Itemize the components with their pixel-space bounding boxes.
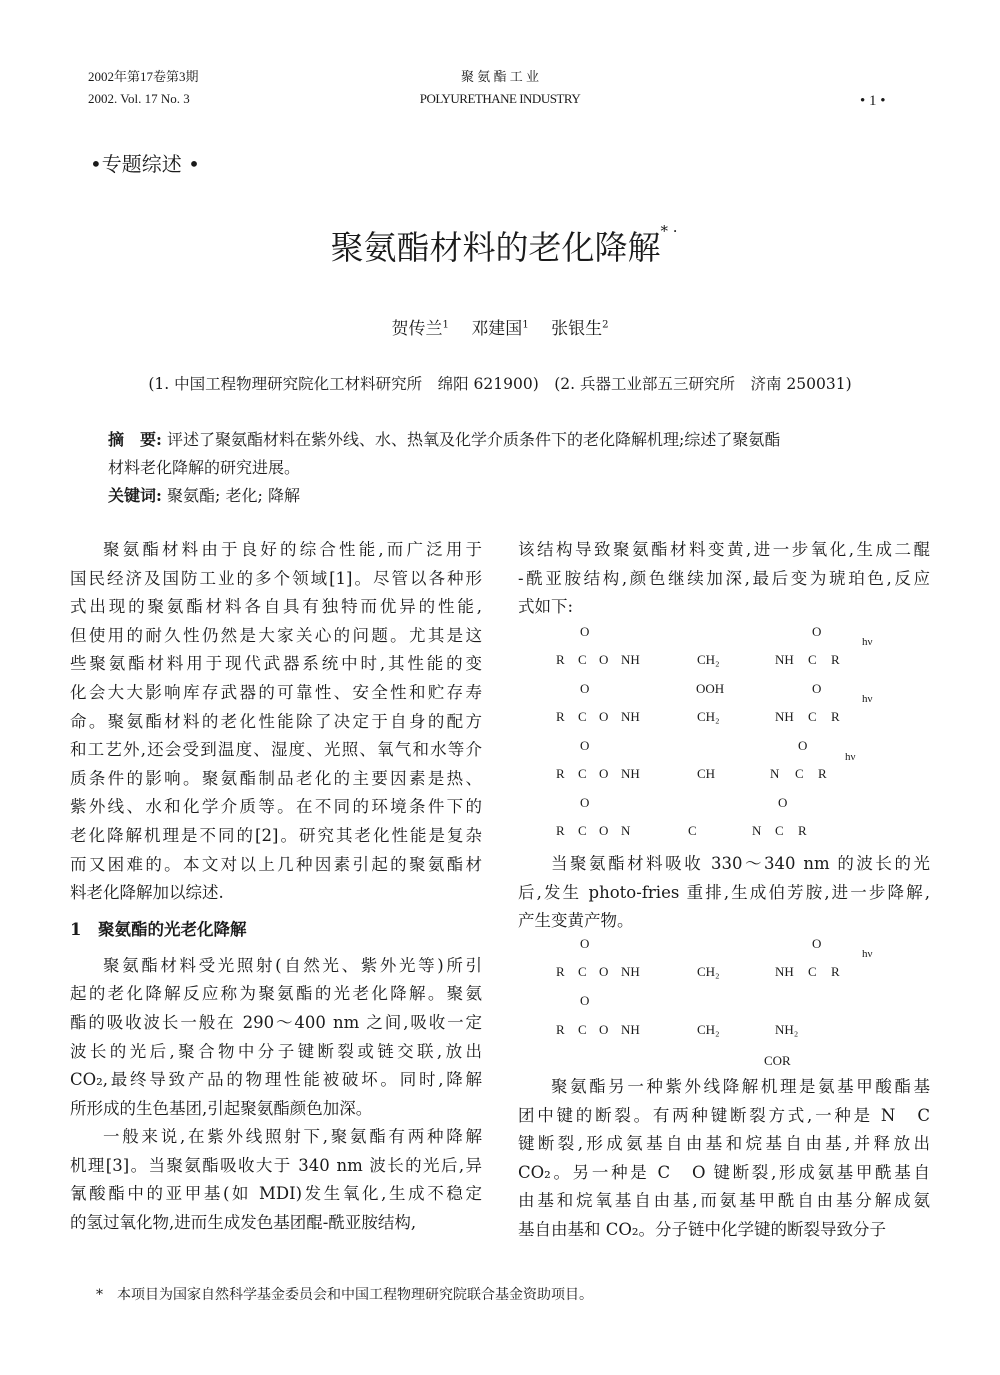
chem-atom-nh: NH (621, 964, 640, 979)
text-line: 国民经济及国防工业的多个领域[1]。尽管以各种形 (70, 568, 482, 588)
chem-atom-o: O (580, 681, 590, 696)
chem-atom-nh2: NH₂ (775, 1022, 799, 1037)
section-label: •专题综述 • (90, 152, 200, 176)
right-column-bottom (518, 1073, 930, 1245)
right-column-top (518, 536, 930, 622)
text-line: 化会大大影响库存武器的可靠性、安全性和贮存寿 (70, 682, 482, 702)
text-line: 命。聚氨酯材料的老化性能除了决定于自身的配方 (70, 711, 482, 731)
author: 邓建国$^1$ (471, 319, 529, 339)
right-column-mid (518, 850, 930, 936)
text-line: 聚氨酯另一种紫外线降解机理是氨基甲酸酯基 (551, 1077, 930, 1096)
chem-atom-o: O (798, 738, 808, 753)
title-footnote-mark: * · (660, 222, 678, 240)
journal-name (380, 66, 620, 110)
chem-atom-r: R (556, 823, 565, 838)
light-energy-symbol: hν (862, 636, 873, 648)
chem-atom-c: C (578, 964, 587, 979)
text-line: 的氢过氧化物,进而生成发色基团醌-酰亚胺结构, (70, 1213, 417, 1233)
chem-atom-c: C (808, 652, 817, 667)
text-line: 所形成的生色基团,引起聚氨酯颜色加深。 (70, 1098, 373, 1118)
issue-en: 2002. Vol. 17 No. 3 (88, 91, 190, 106)
text-line: 老化降解机理是不同的[2]。研究其老化性能是复杂 (70, 825, 482, 845)
chem-atom-c: C (578, 709, 587, 724)
journal-en: POLYURETHANE INDUSTRY (419, 91, 581, 106)
text-line: 当聚氨酯材料吸收 330～340 nm 的波长的光 (551, 854, 930, 873)
abstract-text: 评述了聚氨酯材料在紫外线、水、热氧及化学介质条件下的老化降解机理;综述了聚氨酯 (167, 430, 781, 449)
paragraph (518, 850, 930, 936)
text-line: 基自由基和 CO₂。分子链中化学键的断裂导致分子 (518, 1219, 887, 1239)
chem-atom-c: C (578, 1022, 587, 1037)
paragraph (70, 536, 482, 908)
chem-atom-o: O (599, 652, 609, 667)
chem-atom-r: R (831, 964, 840, 979)
chem-atom-o: O (580, 936, 590, 951)
abstract (108, 426, 898, 510)
chem-atom-nh: NH (621, 709, 640, 724)
page-title (0, 222, 1000, 269)
issue-info (88, 66, 199, 110)
journal-cn: 聚 氨 酯 工 业 (460, 69, 539, 84)
light-energy-symbol: hν (845, 751, 856, 763)
author-list (0, 314, 1000, 339)
chem-atom-r: R (818, 766, 827, 781)
text-line: 和工艺外,还会受到温度、湿度、光照、氧气和水等介 (70, 740, 482, 760)
chem-atom-ch2: CH₂ (697, 1022, 720, 1037)
text-line: 料老化降解加以综述. (70, 883, 224, 903)
chem-atom-c: C (795, 766, 804, 781)
chem-atom-ch: CH (697, 766, 716, 781)
chem-atom-nh: NH (621, 766, 640, 781)
chem-atom-o: O (580, 993, 590, 1008)
chem-atom-ch2: CH₂ (697, 652, 720, 667)
text-line: 团中键的断裂。有两种键断裂方式,一种是 N C (518, 1105, 930, 1125)
chem-atom-o: O (778, 795, 788, 810)
chem-atom-nh: NH (775, 652, 794, 667)
text-line: 些聚氨酯材料用于现代武器系统中时,其性能的变 (70, 654, 482, 674)
text-line: 聚氨酯材料受光照射(自然光、紫外光等)所引 (103, 955, 482, 975)
paragraph (518, 536, 930, 622)
light-energy-symbol: hν (862, 948, 873, 960)
chem-atom-nh: NH (621, 1022, 640, 1037)
text-line: 该结构导致聚氨酯材料变黄,进一步氧化,生成二醌 (518, 540, 930, 559)
abstract-label: 摘 要: (108, 430, 162, 449)
chem-atom-nh: NH (775, 709, 794, 724)
left-column (70, 536, 482, 1238)
chem-atom-n: N (752, 823, 762, 838)
author: 贺传兰$^1$ (391, 319, 449, 339)
chem-atom-o: O (580, 624, 590, 639)
chem-atom-c: C (578, 766, 587, 781)
text-line: 式出现的聚氨酯材料各自具有独特而优异的性能, (70, 597, 482, 617)
chem-atom-c: C (688, 823, 697, 838)
text-line: 聚氨酯材料由于良好的综合性能,而广泛用于 (103, 540, 482, 559)
chem-atom-nh: NH (621, 652, 640, 667)
text-line: 起的老化降解反应称为聚氨酯的光老化降解。聚氨 (70, 984, 482, 1004)
chem-atom-o: O (812, 681, 822, 696)
paragraph (70, 952, 482, 1124)
chem-atom-nh: NH (775, 964, 794, 979)
text-line: 由基和烷氧基自由基,而氨基甲酰自由基分解成氨 (518, 1191, 930, 1211)
chem-atom-c: C (808, 709, 817, 724)
chem-atom-c: C (808, 964, 817, 979)
text-line: 紫外线、水和化学介质等。在不同的环境条件下的 (70, 797, 482, 817)
chem-atom-r: R (798, 823, 807, 838)
text-line: CO₂。另一种是 C O 键断裂,形成氨基甲酰基自 (518, 1162, 930, 1182)
text-line: -酰亚胺结构,颜色继续加深,最后变为琥珀色,反应 (518, 568, 930, 588)
chem-atom-n: N (770, 766, 780, 781)
text-line: 产生变黄产物。 (518, 911, 634, 931)
chem-atom-r: R (556, 652, 565, 667)
chem-atom-o: O (599, 964, 609, 979)
footnote-area (70, 1284, 930, 1304)
chem-atom-o: O (599, 709, 609, 724)
chem-atom-o: O (599, 1022, 609, 1037)
chem-atom-c: C (578, 652, 587, 667)
chem-atom-o: O (580, 795, 590, 810)
chem-atom-r: R (831, 652, 840, 667)
chem-atom-ooh: OOH (696, 681, 725, 696)
keywords-label: 关键词: (108, 486, 162, 505)
text-line: 一般来说,在紫外线照射下,聚氨酯有两种降解 (103, 1127, 482, 1147)
chem-atom-o: O (599, 766, 609, 781)
text-line: 氰酸酯中的亚甲基(如 MDI)发生氧化,生成不稳定 (70, 1184, 482, 1204)
text-line: 质条件的影响。聚氨酯制品老化的主要因素是热、 (70, 768, 482, 788)
paragraph (518, 1073, 930, 1245)
text-line: 键断裂,形成氨基自由基和烷基自由基,并释放出 (518, 1134, 930, 1154)
chem-atom-o: O (599, 823, 609, 838)
keywords: 聚氨酯; 老化; 降解 (167, 486, 300, 505)
text-line: 波长的光后,聚合物中分子键断裂或链交联,放出 (70, 1041, 482, 1061)
chem-atom-n: N (621, 823, 631, 838)
text-line: CO₂,最终导致产品的物理性能被破坏。同时,降解 (70, 1070, 482, 1090)
text-line: 式如下: (518, 597, 574, 617)
footnote: * 本项目为国家自然科学基金委员会和中国工程物理研究院联合基金资助项目。 (96, 1287, 593, 1303)
abstract-text: 材料老化降解的研究进展。 (108, 458, 301, 477)
chem-atom-r: R (556, 1022, 565, 1037)
text-line: 后,发生 photo-fries 重排,生成伯芳胺,进一步降解, (518, 882, 930, 902)
title-text: 聚氨酯材料的老化降解 (330, 228, 661, 267)
chem-atom-o: O (812, 936, 822, 951)
chem-atom-cor: COR (764, 1053, 791, 1068)
chem-atom-ch2: CH₂ (697, 709, 720, 724)
text-line: 而又困难的。本文对以上几种因素引起的聚氨酯材 (70, 854, 482, 874)
section-heading: 1 聚氨酯的光老化降解 (70, 919, 247, 939)
light-energy-symbol: hν (862, 693, 873, 705)
chem-atom-o: O (580, 738, 590, 753)
chem-atom-r: R (556, 766, 565, 781)
chem-atom-c: C (775, 823, 784, 838)
text-line: 酯的吸收波长一般在 290～400 nm 之间,吸收一定 (70, 1012, 482, 1032)
issue-cn: 2002年第17卷第3期 (88, 69, 199, 84)
text-line: 但使用的耐久性仍然是大家关心的问题。尤其是这 (70, 625, 482, 645)
author: 张银生$^2$ (551, 319, 609, 339)
page-number: • 1 • (860, 93, 886, 109)
chem-atom-r: R (556, 709, 565, 724)
chem-atom-c: C (578, 823, 587, 838)
paragraph (70, 1123, 482, 1237)
affiliations: (1. 中国工程物理研究院化工材料研究所 绵阳 621900) (2. 兵器工业部五三研究所 济南 250031) (148, 375, 852, 393)
text-line: 机理[3]。当聚氨酯吸收大于 340 nm 波长的光后,异 (70, 1155, 482, 1175)
chem-atom-r: R (831, 709, 840, 724)
chem-atom-o: O (812, 624, 822, 639)
chem-atom-ch2: CH₂ (697, 964, 720, 979)
chem-atom-r: R (556, 964, 565, 979)
